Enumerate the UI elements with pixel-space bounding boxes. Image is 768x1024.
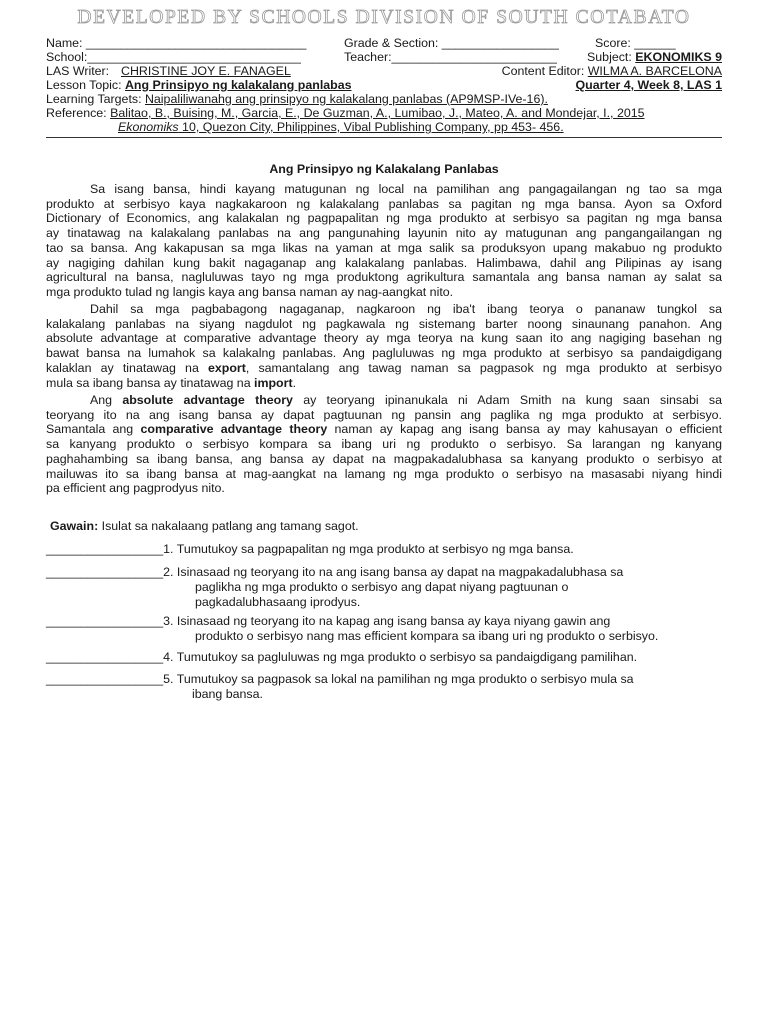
- answer-blank-3[interactable]: _________________: [46, 614, 164, 628]
- question-text-3: 3. Isinasaad ng teoryang ito na kapag ang isang bansa ay kaya niyang gawin ang: [163, 614, 611, 628]
- question-1: [46, 542, 726, 557]
- question-text-2: 2. Isinasaad ng teoryang ito na ang isang bansa ay dapat na magpakadalubhasa sa: [163, 565, 624, 579]
- learning-targets: Learning Targets: Naipaliliwanahg ang prinsipyo ng kalakalang panlabas (AP9MSP-IVe-16).: [46, 92, 548, 106]
- term-export: export: [208, 360, 246, 375]
- quarter-week-las: Quarter 4, Week 8, LAS 1: [575, 78, 722, 92]
- watermark-banner: DEVELOPED BY SCHOOLS DIVISION OF SOUTH COTABATO: [77, 7, 691, 28]
- term-comparative-advantage: comparative advantage theory: [140, 422, 328, 437]
- content-editor-value: WILMA A. BARCELONA: [587, 64, 722, 78]
- reference-authors: Balitao, B., Buising, M., Garcia, E., De Guzman, A., Lumibao, J., Mateo, A. and Mondejar, I., 2015: [110, 106, 645, 120]
- paragraph-3: Ang absolute advantage theory ay teoryang ipinanukala ni Adam Smith na kung saan sinsabi sa teoryang ito na ang isang bansa ay dapat pagtuunan ng pansin ang paglika ng mga produkto at serbisyo. Samantala ang comparative advantage theory naman ay kapag ang isang bansa ay may kahusayan o efficient sa kanyang produkto o serbisyo kompara sa ibang uri ng produkto o serbisyo. Sa larangan ng kanyang paghahambing sa ibang bansa, ang bansa ay dapat na magpakadalubhasa sa kanyang produkto o serbisyo at mailuwas ito sa ibang bansa at mag-aangkat na lamang ng mga produkto o serbisyo na masasabi niyang hindi pa efficient ang pagprodyus nito.: [46, 393, 723, 496]
- grade-section-field[interactable]: Grade & Section: _________________: [344, 36, 559, 50]
- header-row-topic: [46, 78, 722, 92]
- lesson-topic-value: Ang Prinsipyo ng kalakalang panlabas: [124, 78, 352, 92]
- paragraph-2: Dahil sa mga pagbabagong nagaganap, nagkaroon ng iba't ibang teorya o pananaw tungkol sa kalakalang panlabas na siyang nagdulot ng pagkawala ng sistemang barter noong sinaunang panahon. Ang absolute advantage at comparative advantage theory ay mga teorya na kung saan ito ang nagiging basehan ng bawat bansa na lumahok sa kalakalng panlabas. Ang pagluluwas ng mga produkto at serbisyo sa pandaigdigang kalaklan ay tinatawag na export, samantalang ang tawag naman sa pagpasok ng mga produkto at serbisyo mula sa ibang bansa ay tinatawag na import.: [46, 302, 722, 390]
- question-text-5: 5. Tumutukoy sa pagpasok sa lokal na pamilihan ng mga produkto o serbisyo mula sa: [163, 672, 634, 686]
- answer-blank-2[interactable]: _________________: [46, 565, 164, 579]
- reference-book-title: Ekonomiks: [118, 120, 179, 134]
- header-row-writer: [46, 64, 722, 78]
- question-5: _________________5. Tumutukoy sa pagpasok sa lokal na pamilihan ng mga produkto o serbisyo mula sa ibang bansa.: [46, 672, 634, 701]
- answer-blank-5[interactable]: _________________: [46, 672, 164, 686]
- las-writer-value: CHRISTINE JOY E. FANAGEL: [121, 64, 291, 78]
- question-2: _________________2. Isinasaad ng teoryang ito na ang isang bansa ay dapat na magpakadalubhasa sa paglikha ng mga produkto o serbisyo ang dapat niyang pagtuunan o pagkadalubhasaang iprodyus.: [46, 565, 624, 609]
- paragraph-1: Sa isang bansa, hindi kayang matugunan ng local na pamilihan ang pangagailangan ng tao sa mga produkto at serbisyo kaya nagkakaroon ng kalakalang panlabas sa pagitan ng mga bansa. Ayon sa Oxford Dictionary of Economics, ang kalakalan ng pagpapalitan ng mga produkto at serbisyo sa pagitan ng mga bansa ay tinatawag na kalakalang panlabas na ang pangunahing layunin nito ay matugunan ang pangangailangan ng tao sa bansa. Ang kakapusan sa mga likas na yaman at mga salik sa produksyon upang makabuo ng produkto ay nagiging dahilan kung bakit nagaganap ang kalakalang panlabas. Halimbawa, dahil ang Pilipinas ay isang agricultural na bansa, nagluluwas tayo ng mga produktong agrikultura samantala ang bansa naman ay salat sa mga produkto tulad ng langis kaya ang bansa naman ay nag-aangkat nito.: [46, 182, 722, 299]
- learning-targets-value: Naipaliliwanahg ang prinsipyo ng kalakalang panlabas (AP9MSP-IVe-16).: [144, 92, 548, 106]
- page-title: Ang Prinsipyo ng Kalakalang Panlabas: [269, 162, 499, 176]
- question-text-1: 1. Tumutukoy sa pagpapalitan ng mga produkto at serbisyo ng mga bansa.: [163, 542, 574, 556]
- reference-publisher: 10, Quezon City, Philippines, Vibal Publishing Company, pp 453- 456.: [178, 120, 564, 134]
- question-3: _________________3. Isinasaad ng teoryang ito na kapag ang isang bansa ay kaya niyang gawin ang produkto o serbisyo nang mas efficient kompara sa ibang uri ng produkto o serbisyo.: [46, 614, 659, 643]
- content-editor: Content Editor: WILMA A. BARCELONA: [501, 64, 722, 78]
- header-divider: [46, 137, 722, 138]
- subject: Subject: EKONOMIKS 9: [587, 50, 722, 64]
- answer-blank-1[interactable]: _________________: [46, 542, 164, 556]
- reference-line-2: [46, 120, 722, 134]
- term-import: import: [254, 375, 293, 390]
- question-text-4: 4. Tumutukoy sa pagluluwas ng mga produkto o serbisyo sa pandaigdigang pamilihan.: [163, 650, 638, 664]
- activity-instruction: Gawain: Isulat sa nakalaang patlang ang tamang sagot.: [50, 519, 359, 533]
- header-row-name: [46, 36, 722, 50]
- name-field[interactable]: Name: ________________________________: [46, 36, 307, 50]
- header-row-school: [46, 50, 722, 64]
- answer-blank-4[interactable]: _________________: [46, 650, 164, 664]
- las-writer-label: LAS Writer:: [46, 64, 110, 78]
- reference-line-1: Reference: Balitao, B., Buising, M., Garcia, E., De Guzman, A., Lumibao, J., Mateo, A. and Mondejar, I., 2015: [46, 106, 645, 120]
- question-4: [46, 650, 726, 665]
- lesson-topic: Lesson Topic: Ang Prinsipyo ng kalakalang panlabas: [46, 78, 352, 92]
- school-field[interactable]: School:_______________________________: [46, 50, 301, 64]
- activity-label: Gawain:: [50, 519, 99, 533]
- teacher-field[interactable]: Teacher:________________________: [344, 50, 557, 64]
- score-field[interactable]: Score: ______: [595, 36, 676, 50]
- subject-value: EKONOMIKS 9: [635, 50, 722, 64]
- term-absolute-advantage: absolute advantage theory: [122, 393, 293, 407]
